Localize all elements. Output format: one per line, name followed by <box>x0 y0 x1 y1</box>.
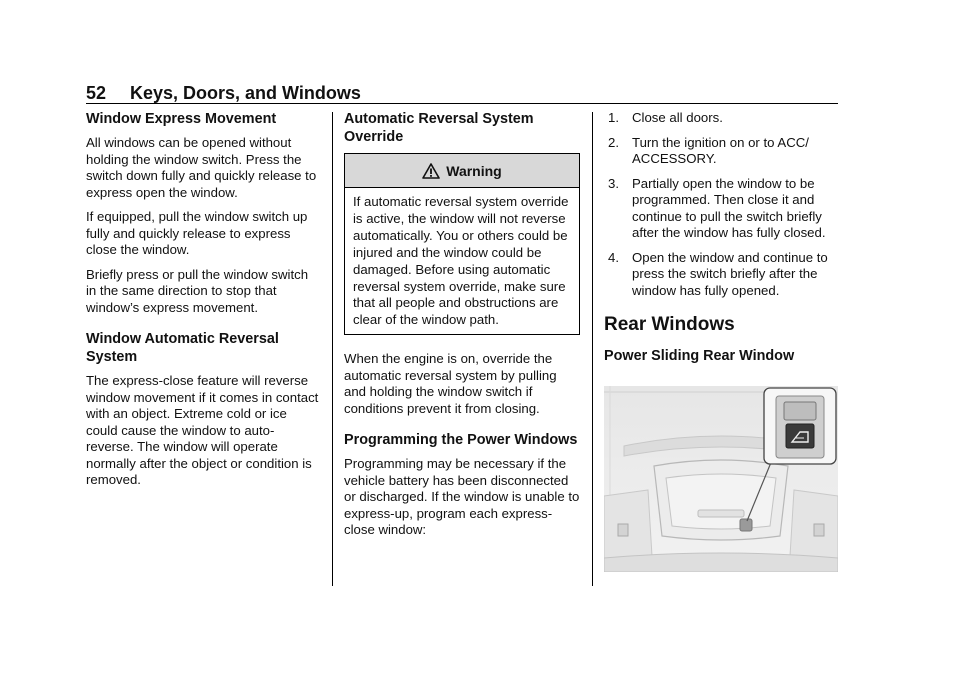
page-header <box>86 82 838 104</box>
paragraph: When the engine is on, override the automatic reversal system by pulling and holding the window switch if conditions prevent it from closing. <box>344 351 557 416</box>
paragraph: All windows can be opened without holding the window switch. Press the switch down fully and quickly release to express open the window. <box>86 135 317 200</box>
section-title: Keys, Doors, and Windows <box>130 83 361 103</box>
page-number: 52 <box>86 83 107 103</box>
heading-window-express: Window Express Movement <box>86 111 277 127</box>
column-divider-2 <box>592 112 593 586</box>
paragraph: Briefly press or pull the window switch in the same direction to stop that window’s express movement. <box>86 266 309 315</box>
paragraph: If equipped, pull the window switch up fully and quickly release to express close the window. <box>86 209 308 257</box>
header-rule <box>86 103 838 104</box>
column-divider-1 <box>332 112 333 586</box>
list-item: 2. Turn the ignition on or to ACC/ ACCESSORY. <box>608 134 809 166</box>
warning-title: Warning <box>446 162 502 179</box>
warning-icon <box>422 163 440 179</box>
heading-power-sliding: Power Sliding Rear Window <box>604 348 795 364</box>
steps-list <box>604 110 840 299</box>
column-3 <box>604 110 840 577</box>
paragraph: Programming may be necessary if the vehicle battery has been disconnected or discharged. If the window is unable to express-up, program each express-close window: <box>344 456 580 538</box>
warning-box <box>344 153 580 335</box>
rear-window-switch-illustration <box>604 386 838 572</box>
warning-header <box>345 154 579 188</box>
warning-text: If automatic reversal system override is active, the window will not reverse automatically. You or others could be injured and the window could be damaged. Before using automatic reversal system override, make sure that all people and obstructions are clear of the window path. <box>353 194 569 328</box>
column-2 <box>344 110 580 547</box>
heading-auto-reversal: Window Automatic Reversal System <box>86 331 279 365</box>
list-item: 4. Open the window and continue to press the switch briefly after the window has fully opened. <box>608 249 828 298</box>
heading-programming: Programming the Power Windows <box>344 432 578 449</box>
list-item: 1. Close all doors. <box>608 110 723 125</box>
column-1 <box>86 110 320 497</box>
paragraph: The express-close feature will reverse window movement if it comes in contact with an object. Extreme cold or ice could cause the window to auto-reverse. The window will operate normally after the object or condition is removed. <box>86 373 319 487</box>
list-item: 3. Partially open the window to be programmed. Then close it and continue to pull the switch briefly after the window has fully closed. <box>608 175 826 240</box>
heading-rear-windows: Rear Windows <box>604 314 735 335</box>
heading-override: Automatic Reversal System Override <box>344 111 534 145</box>
